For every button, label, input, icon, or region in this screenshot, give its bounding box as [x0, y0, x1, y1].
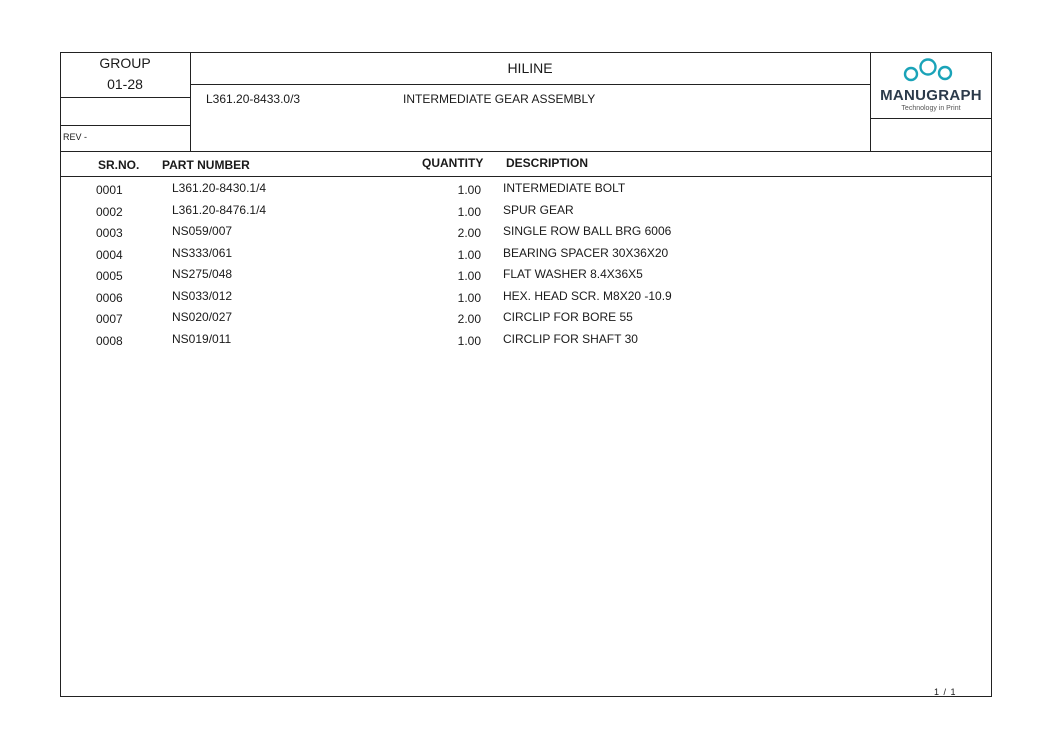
cell-sr-no: 0006 [96, 290, 123, 305]
cell-sr-no: 0004 [96, 247, 123, 262]
assembly-part-number: L361.20-8433.0/3 [206, 92, 301, 106]
cell-quantity: 1.00 [457, 183, 481, 197]
table-row [60, 307, 992, 328]
cell-description: HEX. HEAD SCR. M8X20 -10.9 [503, 288, 672, 303]
cell-quantity: 1.00 [457, 247, 481, 262]
cell-description: BEARING SPACER 30X36X20 [503, 245, 669, 260]
table-row [60, 286, 992, 307]
group-label: GROUP [99, 55, 151, 71]
column-header-description: DESCRIPTION [506, 156, 589, 170]
table-row [60, 329, 992, 350]
cell-description: FLAT WASHER 8.4X36X5 [503, 267, 643, 281]
logo-tagline: Technology in Print [901, 105, 961, 112]
assembly-description: INTERMEDIATE GEAR ASSEMBLY [403, 92, 596, 106]
cell-part-number: NS333/061 [172, 245, 233, 260]
column-header-sr-no: SR.NO. [98, 158, 140, 172]
cell-part-number: L361.20-8476.1/4 [172, 202, 267, 217]
cell-sr-no: 0001 [96, 183, 123, 197]
cell-quantity: 2.00 [457, 226, 481, 240]
cell-quantity: 1.00 [457, 290, 481, 305]
cell-description: CIRCLIP FOR SHAFT 30 [503, 331, 638, 346]
group-number: 01-28 [107, 76, 143, 92]
company-logo [870, 54, 992, 118]
cell-description: SINGLE ROW BALL BRG 6006 [503, 224, 672, 238]
logo-wordmark: MANUGRAPH [880, 87, 982, 104]
divider-column-headers-bottom [60, 176, 992, 177]
manugraph-logo-icon [901, 56, 961, 86]
divider-under-group-number [60, 97, 191, 98]
divider-under-hiline [190, 84, 871, 85]
table-row [60, 200, 992, 221]
page-indicator: 1 / 1 [934, 687, 956, 697]
table-row [60, 178, 992, 199]
cell-part-number: NS033/012 [172, 288, 233, 303]
cell-sr-no: 0008 [96, 333, 123, 348]
divider-above-rev [60, 125, 191, 126]
cell-part-number: NS275/048 [172, 267, 233, 281]
cell-sr-no: 0002 [96, 204, 123, 219]
table-row [60, 221, 992, 242]
cell-part-number: NS059/007 [172, 224, 233, 238]
cell-quantity: 1.00 [457, 204, 481, 219]
cell-sr-no: 0007 [96, 312, 123, 326]
revision-label: REV - [63, 132, 88, 142]
cell-sr-no: 0003 [96, 226, 123, 240]
table-row [60, 264, 992, 285]
cell-part-number: NS020/027 [172, 310, 233, 324]
cell-description: CIRCLIP FOR BORE 55 [503, 310, 633, 324]
divider-under-logo [870, 118, 992, 119]
cell-sr-no: 0005 [96, 269, 123, 283]
product-line-title: HILINE [507, 60, 553, 76]
cell-description: INTERMEDIATE BOLT [503, 181, 626, 195]
cell-part-number: NS019/011 [172, 331, 232, 346]
cell-quantity: 1.00 [457, 333, 481, 348]
cell-quantity: 1.00 [457, 269, 481, 283]
column-header-part-number: PART NUMBER [162, 158, 250, 172]
divider-header-bottom [60, 151, 992, 152]
cell-quantity: 2.00 [457, 312, 481, 326]
cell-part-number: L361.20-8430.1/4 [172, 181, 267, 195]
cell-description: SPUR GEAR [503, 202, 574, 217]
column-header-quantity: QUANTITY [422, 156, 484, 170]
table-row [60, 243, 992, 264]
parts-list-frame [60, 52, 992, 697]
